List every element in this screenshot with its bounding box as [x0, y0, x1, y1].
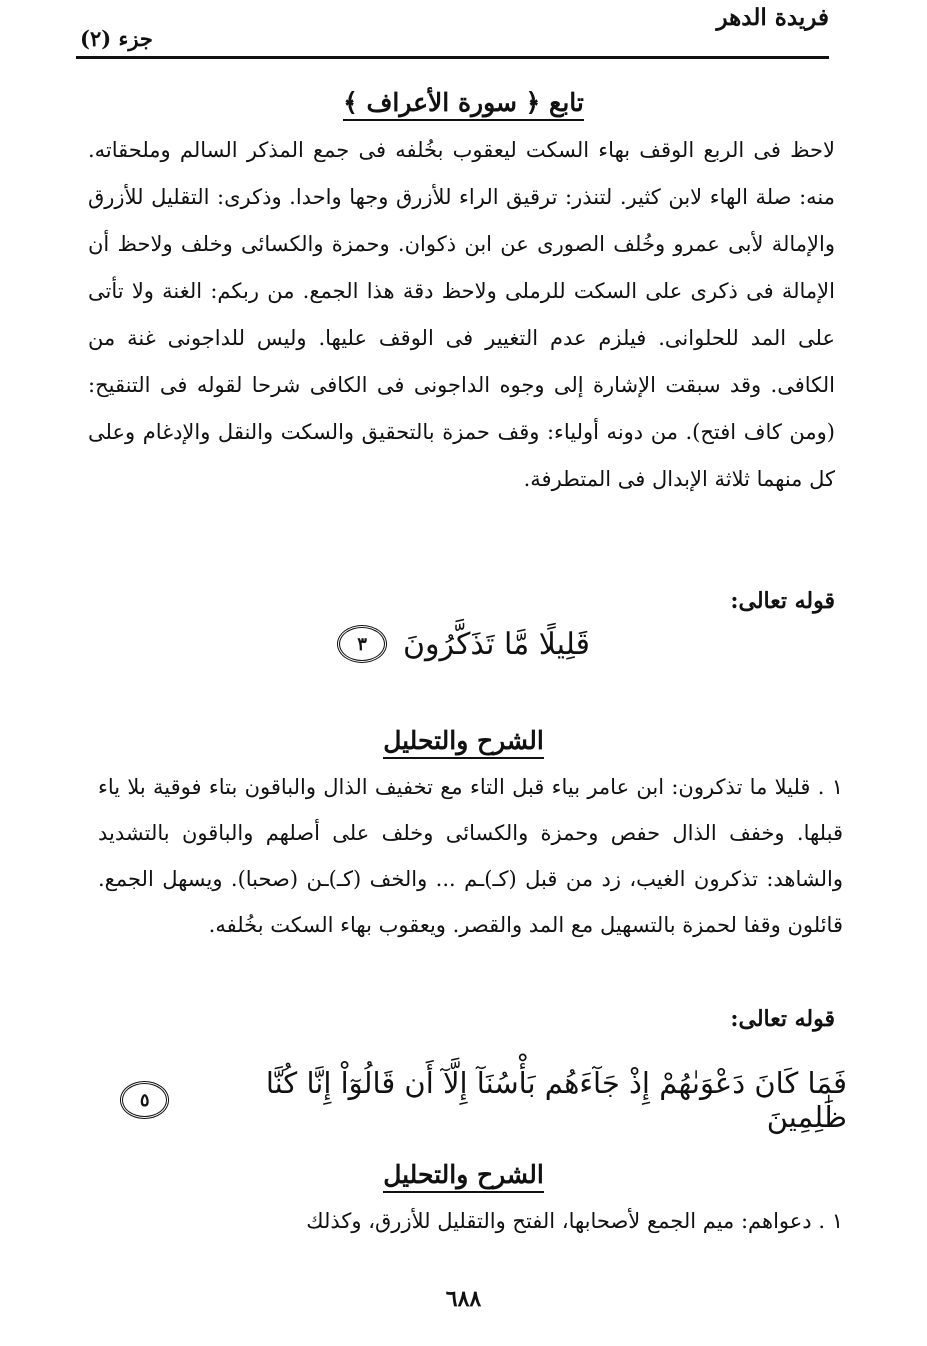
verse-label: قوله تعالى:	[730, 588, 835, 614]
page-number: ٦٨٨	[445, 1286, 482, 1312]
section-title-text: تابع ﴿ سورة الأعراف ﴾	[343, 88, 584, 121]
item-text-2: دعواهم: ميم الجمع لأصحابها، الفتح والتقليل للأزرق، وكذلك	[306, 1209, 812, 1233]
verse-text-2: فَمَا كَانَ دَعْوَىٰهُمْ إِذْ جَآءَهُم بَأْسُنَآ إِلَّآ أَن قَالُوٓاْ إِنَّا كُنَّا ظَٰلِمِينَ	[265, 1066, 847, 1134]
verse-text: قَلِيلًا مَّا تَذَكَّرُونَ	[403, 626, 590, 662]
explanation-heading-2	[0, 1160, 927, 1189]
running-title: فريدة الدهر	[716, 4, 829, 31]
quran-verse-3	[0, 625, 927, 663]
explanation-item-2	[98, 1198, 843, 1244]
item-text: قليلا ما تذكرون: ابن عامر بياء قبل التاء مع تخفيف الذال والباقون بتاء فوقية بلا ياء قبلها. وخفف الذال حفص وحمزة والكسائى وخلف على أصلهم والباقون بالتشديد والشاهد: تذكرون الغيب، زد من قبل (كـ)ـم ... والخف (كـ)ـن (صحبا). ويسهل الجمع. قائلون وقفا لحمزة بالتسهيل مع المد والقصر. ويعقوب بهاء السكت بخُلفه.	[98, 775, 843, 937]
verse-label-2: قوله تعالى:	[730, 1006, 835, 1032]
header-rule	[76, 56, 829, 59]
explanation-heading-text: الشرح والتحليل	[383, 726, 544, 759]
intro-paragraph: لاحظ فى الربع الوقف بهاء السكت ليعقوب بخُلفه فى جمع المذكر السالم وملحقاته. منه: صلة الهاء لابن كثير. لتنذر: ترقيق الراء للأزرق وجها واحدا. وذكرى: التقليل للأزرق والإمالة لأبى عمرو وخُلف الصورى عن ابن ذكوان. وحمزة والكسائى وخلف ولاحظ أن الإمالة فى ذكرى على السكت للرملى ولاحظ دقة هذا الجمع. من ربكم: الغنة ولا تأتى على المد للحلوانى. فيلزم عدم التغيير فى الوقف عليها. وليس للداجونى غنة من الكافى. وقد سبقت الإشارة إلى وجوه الداجونى فى الكافى شرحا لقوله فى التنقيح: (ومن كاف افتح). من دونه أولياء: وقف حمزة بالتحقيق والسكت والنقل والإدغام وعلى كل منهما ثلاثة الإبدال فى المتطرفة.	[88, 138, 835, 491]
explanation-item	[98, 764, 843, 948]
page-header	[76, 4, 829, 54]
item-number: ١ .	[817, 775, 843, 799]
ayah-number-badge: ٣	[337, 625, 387, 663]
section-title	[0, 88, 927, 117]
quran-verse-5	[120, 1066, 847, 1134]
part-label: جزء (٢)	[80, 26, 153, 51]
explanation-heading	[0, 726, 927, 755]
explanation-heading-text-2: الشرح والتحليل	[383, 1160, 544, 1193]
ayah-number-badge-2: ٥	[120, 1081, 169, 1119]
item-number-2: ١ .	[818, 1209, 843, 1233]
